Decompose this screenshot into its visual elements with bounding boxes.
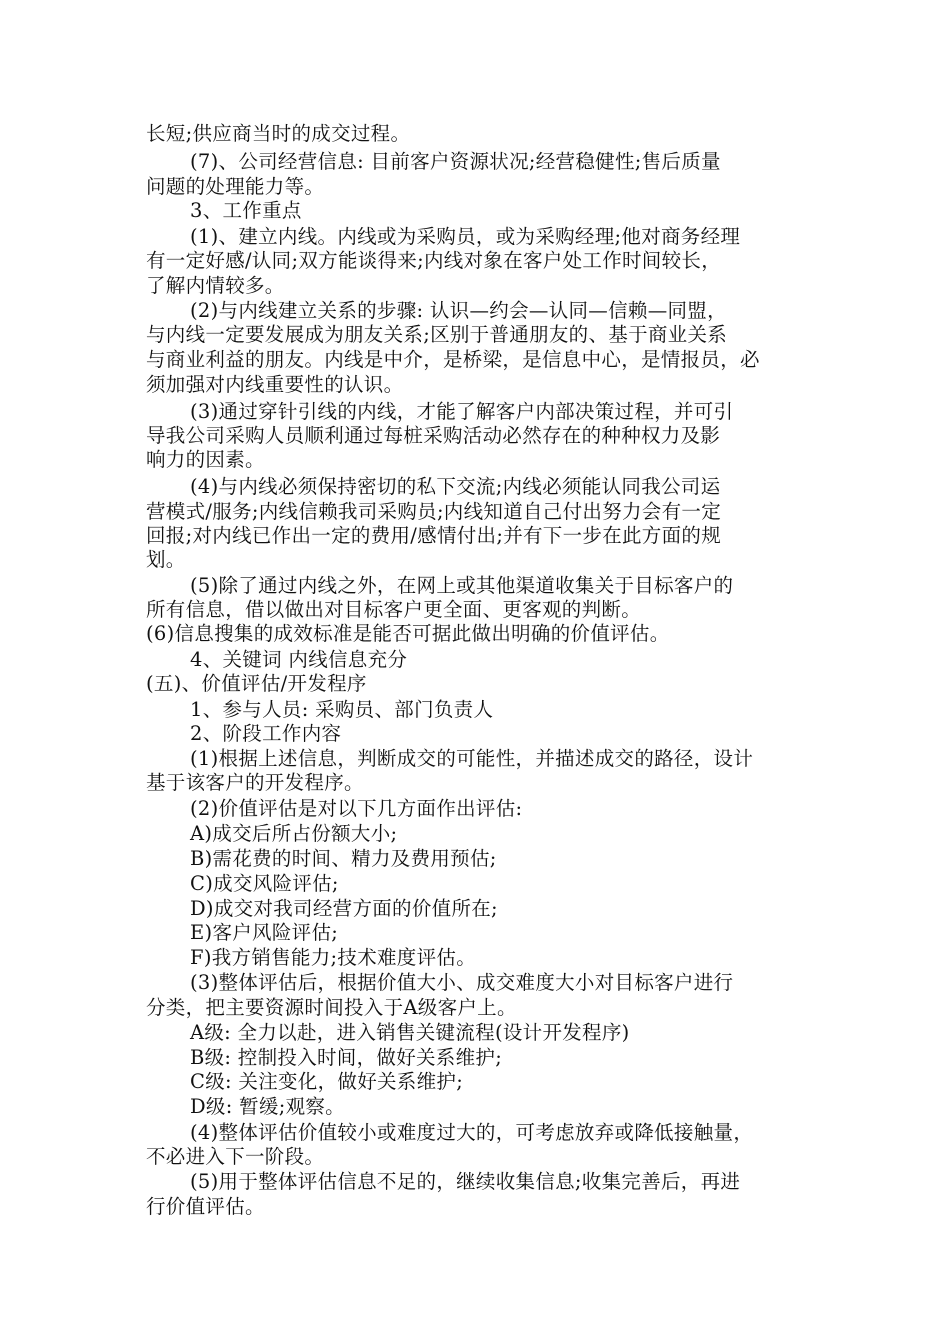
list-item: C)成交风险评估; — [190, 872, 339, 895]
text-line: 问题的处理能力等。 — [146, 175, 325, 198]
text-line: 3、工作重点 — [190, 199, 302, 222]
text-line: 了解内情较多。 — [146, 274, 285, 297]
list-item: A)成交后所占份额大小; — [190, 822, 398, 845]
text-line: 2、阶段工作内容 — [190, 722, 342, 745]
list-item: D级: 暂缓;观察。 — [190, 1095, 345, 1118]
text-line: (4)与内线必须保持密切的私下交流;内线必须能认同我公司运 — [190, 475, 721, 498]
text-line: 回报;对内线已作出一定的费用/感情付出;并有下一步在此方面的规 — [146, 524, 722, 547]
text-line: (4)整体评估价值较小或难度过大的，可考虑放弃或降低接触量， — [190, 1121, 754, 1144]
list-item: B)需花费的时间、精力及费用预估; — [190, 847, 497, 870]
text-line: 不必进入下一阶段。 — [146, 1145, 325, 1168]
text-line: 导我公司采购人员顺利通过每桩采购活动必然存在的种种权力及影 — [146, 424, 721, 447]
text-line: (2)价值评估是对以下几方面作出评估: — [190, 797, 523, 820]
text-line: (7)、公司经营信息: 目前客户资源状况;经营稳健性;售后质量 — [190, 150, 721, 173]
text-line: 分类，把主要资源时间投入于A级客户上。 — [146, 996, 517, 1019]
text-line: 须加强对内线重要性的认识。 — [146, 373, 404, 396]
text-line: 划。 — [146, 548, 186, 571]
text-line: 有一定好感/认同;双方能谈得来;内线对象在客户处工作时间较长， — [146, 249, 722, 272]
text-line: 4、关键词 内线信息充分 — [190, 648, 408, 671]
list-item: A级: 全力以赴，进入销售关键流程(设计开发程序) — [190, 1021, 630, 1044]
text-line: 基于该客户的开发程序。 — [146, 771, 364, 794]
text-line: (1)根据上述信息，判断成交的可能性，并描述成交的路径，设计 — [190, 747, 754, 770]
text-line: 与内线一定要发展成为朋友关系;区别于普通朋友的、基于商业关系 — [146, 323, 728, 346]
text-line: 行价值评估。 — [146, 1195, 265, 1218]
text-line: (5)除了通过内线之外，在网上或其他渠道收集关于目标客户的 — [190, 574, 734, 597]
text-line: (6)信息搜集的成效标准是能否可据此做出明确的价值评估。 — [146, 622, 670, 645]
text-line: 所有信息，借以做出对目标客户更全面、更客观的判断。 — [146, 598, 642, 621]
text-line: 响力的因素。 — [146, 448, 265, 471]
text-line: (3)通过穿针引线的内线，才能了解客户内部决策过程，并可引 — [190, 400, 734, 423]
text-line: 长短;供应商当时的成交过程。 — [146, 122, 411, 145]
list-item: C级: 关注变化，做好关系维护; — [190, 1070, 464, 1093]
text-line: 与商业利益的朋友。内线是中介，是桥梁，是信息中心，是情报员，必 — [146, 348, 760, 371]
list-item: D)成交对我司经营方面的价值所在; — [190, 897, 498, 920]
text-line: (2)与内线建立关系的步骤: 认识—约会—认同—信赖—同盟， — [190, 299, 727, 322]
list-item: B级: 控制投入时间，做好关系维护; — [190, 1046, 503, 1069]
text-line: (1)、建立内线。内线或为采购员，或为采购经理;他对商务经理 — [190, 225, 741, 248]
section-heading: (五)、价值评估/开发程序 — [146, 672, 367, 695]
text-line: (5)用于整体评估信息不足的，继续收集信息;收集完善后，再进 — [190, 1170, 741, 1193]
list-item: E)客户风险评估; — [190, 921, 339, 944]
text-line: (3)整体评估后，根据价值大小、成交难度大小对目标客户进行 — [190, 971, 734, 994]
text-line: 营模式/服务;内线信赖我司采购员;内线知道自己付出努力会有一定 — [146, 500, 722, 523]
text-line: 1、参与人员: 采购员、部门负责人 — [190, 698, 494, 721]
list-item: F)我方销售能力;技术难度评估。 — [190, 946, 477, 969]
